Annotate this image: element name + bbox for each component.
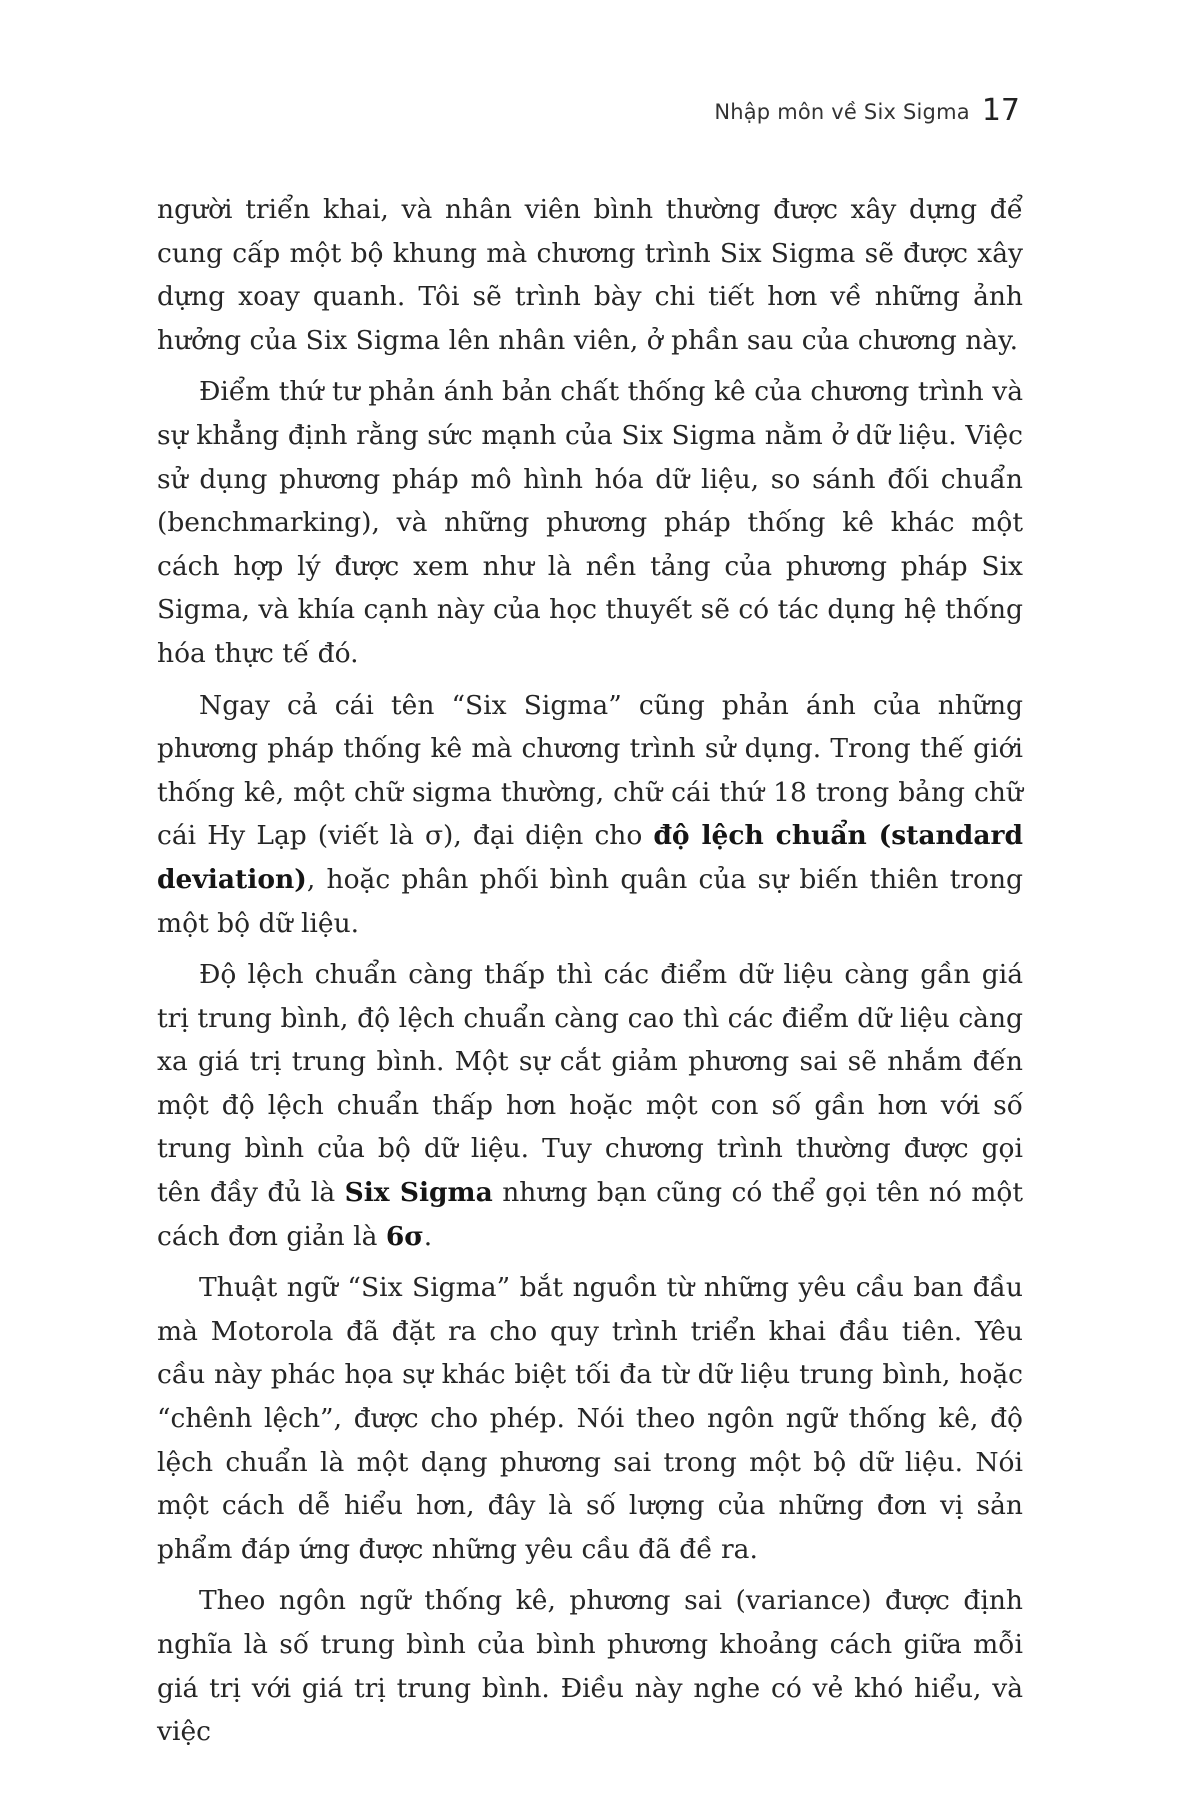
paragraph-4-text-a: Độ lệch chuẩn càng thấp thì các điểm dữ liệu càng gần giá trị trung bình, độ lệch chuẩn càng cao thì các điểm dữ liệu càng xa giá trị trung bình. Một sự cắt giảm phương sai sẽ nhắm đến một độ lệch chuẩn thấp hơn hoặc một con số gần hơn với số trung bình của bộ dữ liệu. Tuy chương trình thường được gọi tên đầy đủ là bbox=[157, 959, 1023, 1209]
paragraph-1 bbox=[157, 188, 1023, 362]
body-text bbox=[157, 188, 1023, 1762]
paragraph-2-text: Điểm thứ tư phản ánh bản chất thống kê của chương trình và sự khẳng định rằng sức mạnh của Six Sigma nằm ở dữ liệu. Việc sử dụng phương pháp mô hình hóa dữ liệu, so sánh đối chuẩn (benchmarking), và những phương pháp thống kê khác một cách hợp lý được xem như là nền tảng của phương pháp Six Sigma, và khía cạnh này của học thuyết sẽ có tác dụng hệ thống hóa thực tế đó. bbox=[157, 376, 1023, 669]
term-standard-deviation: độ lệch chuẩn (standard deviation) bbox=[157, 820, 1023, 895]
paragraph-3-text-b: , hoặc phân phối bình quân của sự biến thiên trong một bộ dữ liệu. bbox=[157, 863, 1023, 939]
running-title: Nhập môn về Six Sigma bbox=[714, 100, 970, 124]
paragraph-4-text-b: nhưng bạn cũng có thể gọi tên nó một cách đơn giản là bbox=[157, 1177, 1023, 1252]
paragraph-3-text-a: Ngay cả cái tên “Six Sigma” cũng phản ánh của những phương pháp thống kê mà chương trình sử dụng. Trong thế giới thống kê, một chữ sigma thường, chữ cái thứ 18 trong bảng chữ cái Hy Lạp (viết là σ), đại diện cho bbox=[157, 689, 1023, 852]
paragraph-1-text: người triển khai, và nhân viên bình thường được xây dựng để cung cấp một bộ khung mà chương trình Six Sigma sẽ được xây dựng xoay quanh. Tôi sẽ trình bày chi tiết hơn về những ảnh hưởng của Six Sigma lên nhân viên, ở phần sau của chương này. bbox=[157, 194, 1023, 356]
paragraph-4-text-c: . bbox=[423, 1220, 433, 1252]
paragraph-5-text: Thuật ngữ “Six Sigma” bắt nguồn từ những yêu cầu ban đầu mà Motorola đã đặt ra cho quy trình triển khai đầu tiên. Yêu cầu này phác họa sự khác biệt tối đa từ dữ liệu trung bình, hoặc “chênh lệch”, được cho phép. Nói theo ngôn ngữ thống kê, độ lệch chuẩn là một dạng phương sai trong một bộ dữ liệu. Nói một cách dễ hiểu hơn, đây là số lượng của những đơn vị sản phẩm đáp ứng được những yêu cầu đã đề ra. bbox=[157, 1272, 1023, 1565]
paragraph-5 bbox=[157, 1266, 1023, 1571]
paragraph-6-text: Theo ngôn ngữ thống kê, phương sai (variance) được định nghĩa là số trung bình của bình phương khoảng cách giữa mỗi giá trị với giá trị trung bình. Điều này nghe có vẻ khó hiểu, và việc bbox=[157, 1585, 1023, 1748]
paragraph-4 bbox=[157, 953, 1023, 1258]
term-6-sigma: 6σ bbox=[385, 1220, 424, 1252]
paragraph-3 bbox=[157, 684, 1023, 946]
page-number: 17 bbox=[981, 93, 1020, 128]
paragraph-2 bbox=[157, 370, 1023, 675]
paragraph-6 bbox=[157, 1579, 1023, 1753]
running-head bbox=[714, 92, 1020, 127]
term-six-sigma: Six Sigma bbox=[344, 1177, 493, 1209]
